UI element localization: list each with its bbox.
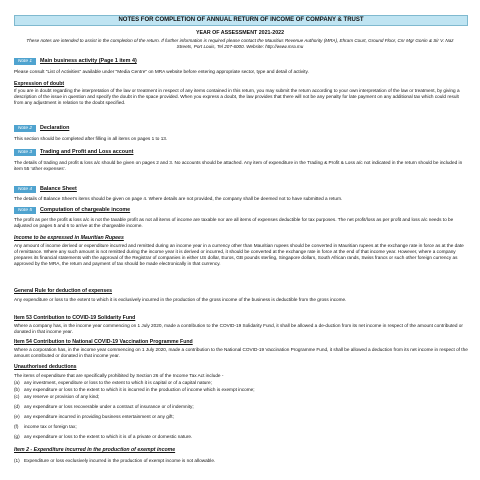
note-1-tag: Note 1 xyxy=(14,58,36,65)
list-item-number: (e) xyxy=(14,414,20,419)
note-5-tag: Note 5 xyxy=(14,207,36,214)
doubt-heading: Expression of doubt xyxy=(14,81,65,87)
item-53-heading: Item 53 Contribution to COVID-19 Solidarity Fund xyxy=(14,315,136,321)
list-item-text: any expenditure or loss to the extent to which it is of a private or domestic nature. xyxy=(24,434,193,439)
list-item xyxy=(14,414,468,420)
list-item-text: any expenditure or loss recoverable under a contract of insurance or of indemnity; xyxy=(24,404,194,409)
general-rule-heading: General Rule for deduction of expenses xyxy=(14,288,113,294)
list-item-text: any expenditure incurred in providing business entertainment or any gift; xyxy=(24,414,174,419)
list-item xyxy=(14,458,468,464)
item-2-heading: Item 2 - Expenditure incurred in the production of exempt income xyxy=(14,447,176,453)
list-item-number: (1) xyxy=(14,458,20,463)
unauthorised-deductions-heading: Unauthorised deductions xyxy=(14,364,77,370)
list-item-number: (g) xyxy=(14,434,20,439)
note-4-text: The details of Balance Sheet's items should be given on page 4. Where details are not provided, the company shall be deemed not to have submitted a return. xyxy=(14,196,343,201)
item-54-heading: Item 54 Contribution to National COVID-19 Vaccination Programme Fund xyxy=(14,339,193,345)
note-2-text: This section should be completed after filling in all items on pages 1 to 13. xyxy=(14,136,168,141)
list-item-text: any expenditure or loss to the extent to which it is incurred in the production of income which is exempt income; xyxy=(24,387,255,392)
note-3-text: The details of trading and profit & loss a/c should be given on pages 2 and 3. No accounts should be attached. Any item of expenditure in the Trading & Profit & Loss a/c not indicated in the return should be included in item 55 'other expenses'. xyxy=(14,160,463,171)
year-of-assessment: YEAR OF ASSESSMENT 2021-2022 xyxy=(195,30,285,36)
list-item xyxy=(14,434,468,440)
list-item-number: (a) xyxy=(14,380,20,385)
list-item-text: any investment, expenditure or loss to the extent to which it is capital or of a capital nature; xyxy=(24,380,212,385)
note-2-heading: Declaration xyxy=(40,125,70,131)
note-5-heading: Computation of chargeable income xyxy=(40,207,131,213)
doubt-text: If you are in doubt regarding the interpretation of the law or treatment in respect of any items contained in this return, you may submit the return according to your own interpretation of the law or treatment, by giving a description of the issue in question and specify the doubt in the space provided. When you express a doubt, the law provides that there will not be any penalty for late payment on any additional tax which could result from any adjustment in relation to the doubt specified. xyxy=(14,88,460,105)
note-1-heading: Main business activity (Page 1 item 4) xyxy=(40,58,137,64)
item-53-text: Where a company has, in the income year commencing on 1 July 2020, made a contribution to the COVID-19 Solidarity Fund, it shall be allowed a de-duction from its net income in respect of the amount contributed or donated in that income year. xyxy=(14,323,463,334)
list-item-number: (b) xyxy=(14,387,20,392)
list-item xyxy=(14,424,468,430)
list-item xyxy=(14,387,468,393)
note-3-tag: Note 3 xyxy=(14,149,36,156)
list-item-text: any reserve or provision of any kind; xyxy=(24,394,100,399)
note-1-text: Please consult "List of Activities" available under "Media Centre" on MRA website before entering appropriate sector, type and detail of activity. xyxy=(14,69,309,74)
list-item xyxy=(14,404,468,410)
item-54-text: Where a corporation has, in the income year commencing on 1 July 2020, made a contribution to the National COVID-19 Vaccination Programme Fund, it shall be allowed a deduction from its net income in respect of the amount contributed or donated in that income year. xyxy=(14,347,468,358)
list-item xyxy=(14,380,468,386)
list-item-text: Expenditure or loss exclusively incurred in the production of exempt income is not allowable. xyxy=(24,458,216,463)
note-2-tag: Note 2 xyxy=(14,125,36,132)
list-item xyxy=(14,394,468,400)
list-item-text: income tax or foreign tax; xyxy=(24,424,77,429)
note-4-tag: Note 4 xyxy=(14,186,36,193)
list-item-number: (f) xyxy=(14,424,19,429)
note-5-text: The profit as per the profit & loss a/c is not the taxable profit as not all items of income are taxable nor are all items of expenses deductible for tax purposes. The net profit/loss as per profit and loss a/c needs to be adjusted on pages 5 and 6 to arrive at the chargeable income. xyxy=(14,217,454,228)
foreign-currency-heading: Income to be expressed in Mauritian Rupees xyxy=(14,235,124,241)
unauthorised-deductions-lead: The items of expenditure that are specifically prohibited by Section 26 of the Income Tax Act include - xyxy=(14,373,224,378)
foreign-currency-text: Any amount of income derived or expenditure incurred and remitted during an income year in a currency other than Mauritian rupees should be converted in Mauritian rupees at the exchange rate in force as at the date of remittance. Where any such amount is not remitted during the income year it is derived or incurred, it should be converted at the exchange rate in force at the end of that income year. However, where a company prepares its financial statements with the approval of the Registrar of companies in either US dollar, Euros, GB pounds sterling, Singapore dollars, South African rands, Swiss francs or such other foreign currency as approved by the MRA, the return and payment of tax should be made electronically in that currency. xyxy=(14,243,464,266)
note-4-heading: Balance Sheet xyxy=(40,186,77,192)
general-rule-text: Any expenditure or loss to the extent to which it is exclusively incurred in the production of the gross income of the business is deductible from the gross income. xyxy=(14,297,347,302)
note-3-heading: Trading and Profit and Loss account xyxy=(40,149,134,155)
document-title: NOTES FOR COMPLETION OF ANNUAL RETURN OF INCOME OF COMPANY & TRUST xyxy=(14,15,468,26)
list-item-number: (c) xyxy=(14,394,20,399)
list-item-number: (d) xyxy=(14,404,20,409)
intro-text: These notes are intended to assist in the completion of the return. If further information is required please contact the Mauritius Revenue Authority (MRA), Ehram Court, Ground Floor, Cnr Mgr Gonin & Sir V. Naz Streets, Port Louis, Tel 207-6000. Website: http://www.mra.mu xyxy=(26,38,454,49)
